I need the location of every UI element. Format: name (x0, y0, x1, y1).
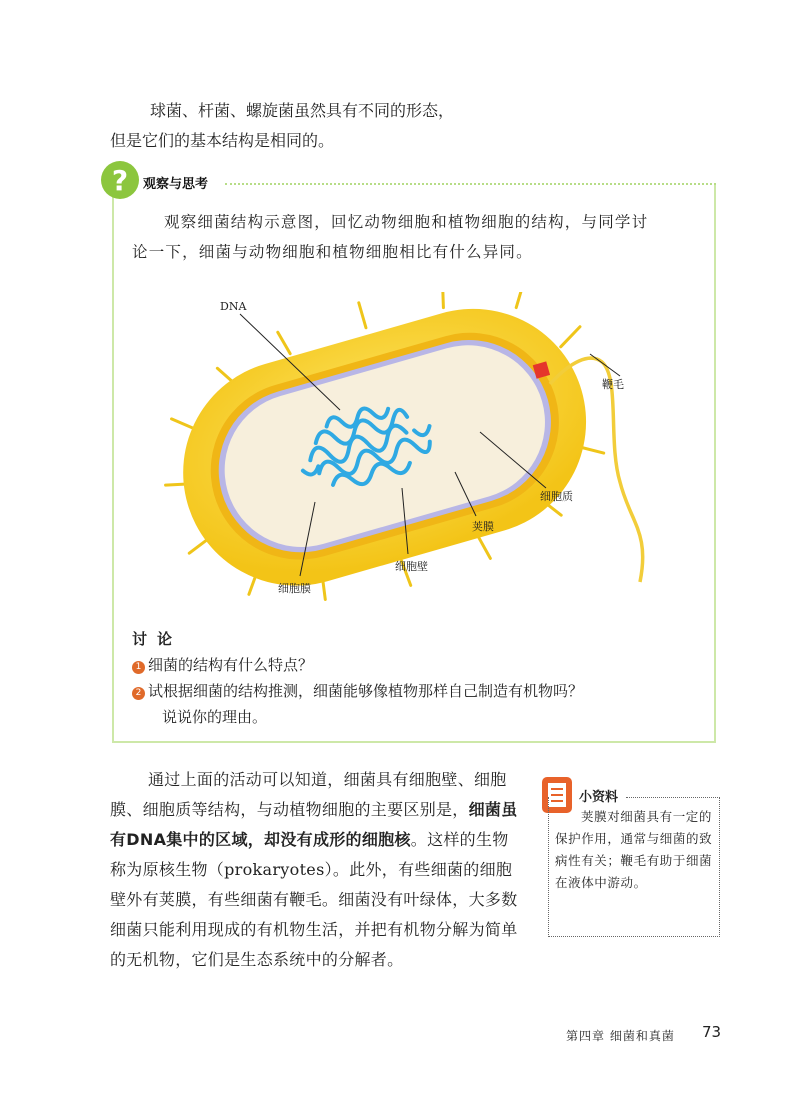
body-segment-2: 。这样的生物称为原核生物（prokaryotes）。此外，有些细菌的细胞壁外有荚膜，有些细菌有鞭毛。细菌没有叶绿体，大多数细菌只能利用现成的有机物生活，并把有机物分解为简单的无机物，它们是生态系统中的分解者。 (110, 830, 518, 969)
question-mark-icon (100, 160, 140, 200)
question-number-1: 1 (132, 661, 145, 674)
bacterium-diagram (150, 292, 710, 612)
intro-line-2: 但是它们的基本结构是相同的。 (110, 131, 335, 150)
label-capsule: 荚膜 (472, 520, 494, 533)
label-dna: DNA (220, 300, 247, 313)
info-text: 荚膜对细菌具有一定的保护作用，通常与细菌的致病性有关；鞭毛有助于细菌在液体中游动。 (555, 809, 713, 890)
page-number: 73 (702, 1023, 722, 1041)
label-cell-membrane: 细胞膜 (278, 582, 311, 595)
intro-paragraph (110, 96, 550, 156)
observe-box-divider (225, 183, 716, 185)
body-bold-segment: 细菌虽有DNA集中的区域，却没有成形的细胞核 (110, 800, 518, 849)
bacterium-illustration (150, 292, 710, 612)
discussion-question-2-cont: 说说你的理由。 (162, 708, 268, 726)
info-title: 小资料 (579, 790, 619, 805)
observe-title: 观察与思考 (143, 177, 209, 192)
observe-text-line-2: 论一下，细菌与动物细胞和植物细胞相比有什么异同。 (132, 243, 533, 261)
observe-text-line-1: 观察细菌结构示意图，回忆动物细胞和植物细胞的结构，与同学讨 (164, 213, 649, 231)
label-cell-wall: 细胞壁 (395, 560, 428, 573)
label-cytoplasm: 细胞质 (540, 490, 573, 503)
discussion-question-1: 1 细菌的结构有什么特点？ (132, 652, 313, 678)
intro-line-1: 球菌、杆菌、螺旋菌虽然具有不同的形态， (150, 101, 455, 120)
footer-chapter: 第四章 细菌和真菌 (566, 1029, 675, 1043)
question-number-2: 2 (132, 687, 145, 700)
label-flagellum: 鞭毛 (602, 378, 624, 391)
body-paragraph (110, 765, 520, 975)
body-segment-1: 通过上面的活动可以知道，细菌具有细胞壁、细胞膜、细胞质等结构，与动植物细胞的主要区别是， (110, 770, 507, 819)
svg-text:?: ? (111, 164, 129, 197)
observe-text (132, 207, 702, 267)
discussion-title: 讨论 (132, 630, 183, 648)
discussion-question-2: 2 试根据细菌的结构推测，细菌能够像植物那样自己制造有机物吗？ (132, 678, 583, 704)
